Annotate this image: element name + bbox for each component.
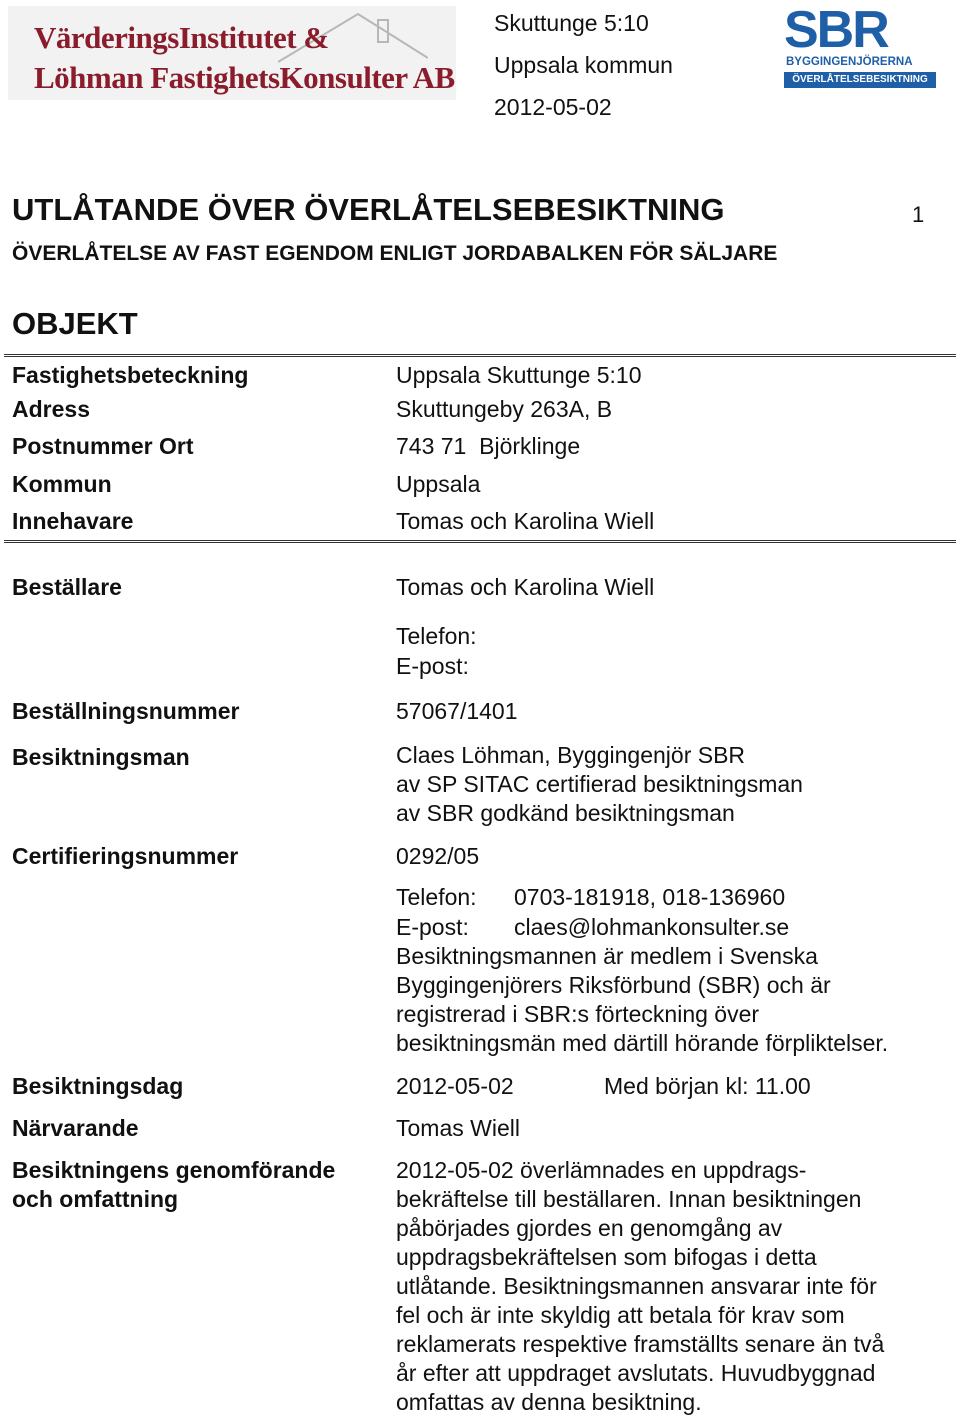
bestallningsnummer-value: 57067/1401 — [396, 698, 518, 724]
besiktningsdag-label: Besiktningsdag — [12, 1073, 184, 1099]
bestallare-epost: E-post: — [396, 653, 469, 679]
document-title: UTLÅTANDE ÖVER ÖVERLÅTELSEBESIKTNING — [12, 192, 725, 227]
logo-line-2: Löhman FastighetsKonsulter AB — [34, 60, 455, 95]
header-date: 2012-05-02 — [494, 94, 612, 120]
besiktningsdag-value: 2012-05-02 — [396, 1073, 514, 1099]
divider-top — [4, 354, 956, 357]
adress-label: Adress — [12, 396, 90, 422]
adress-value: Skuttungeby 263A, B — [396, 396, 613, 422]
document-subtitle: ÖVERLÅTELSE AV FAST EGENDOM ENLIGT JORDABALKEN FÖR SÄLJARE — [12, 242, 778, 265]
inspector-telefon-label: Telefon: — [396, 884, 477, 910]
genomforande-label: Besiktningens genomförande och omfattning — [12, 1157, 336, 1212]
inspector-epost-value: claes@lohmankonsulter.se — [514, 914, 790, 940]
inspector-telefon-value: 0703-181918, 018-136960 — [514, 884, 786, 910]
page-number: 1 — [912, 202, 925, 227]
section-heading: OBJEKT — [12, 306, 138, 341]
besiktningsman-value: Claes Löhman, Byggingenjör SBR av SP SITAC certifierad besiktningsman av SBR godkänd besiktningsman — [396, 742, 803, 826]
sbr-letters: SBR — [784, 1, 888, 59]
logo-line-1: VärderingsInstitutet & — [34, 20, 329, 55]
membership-text: Besiktningsmannen är medlem i Svenska Byggingenjörers Riksförbund (SBR) och är registrerad i SBR:s förteckning över besiktningsmän med därtill hörande förpliktelser. — [396, 943, 889, 1056]
besiktningsdag-start: Med början kl: 11.00 — [604, 1073, 811, 1099]
bestallare-label: Beställare — [12, 574, 122, 600]
inspector-epost-label: E-post: — [396, 914, 469, 940]
sbr-name: BYGGINGENJÖRERNA — [786, 56, 913, 68]
innehavare-value: Tomas och Karolina Wiell — [396, 508, 655, 534]
kommun-value: Uppsala — [396, 471, 481, 497]
bestallare-value: Tomas och Karolina Wiell — [396, 574, 655, 600]
divider-bottom — [4, 540, 956, 543]
header-property: Skuttunge 5:10 — [494, 10, 649, 36]
fastighet-value: Uppsala Skuttunge 5:10 — [396, 362, 642, 388]
fastighet-label: Fastighetsbeteckning — [12, 362, 249, 388]
company-logo — [8, 6, 456, 100]
genomforande-text: 2012-05-02 överlämnades en uppdrags- bekräftelse till beställaren. Innan besiktningen påbörjades gjordes en genomgång av uppdragsbekräftelsen som bifogas i detta utlåtande. Besiktningsmannen ansvarar inte för fel och är inte skyldig att betala för krav som reklamerats respektive framställts senare än två år efter att uppdraget avslutats. Huvudbyggnad omfattas av denna besiktning. — [396, 1157, 885, 1415]
bestallningsnummer-label: Beställningsnummer — [12, 698, 240, 724]
sbr-tagline: ÖVERLÅTELSEBESIKTNING — [784, 72, 936, 88]
sbr-logo — [782, 1, 938, 86]
certifieringsnummer-label: Certifieringsnummer — [12, 843, 239, 869]
kommun-label: Kommun — [12, 471, 112, 497]
narvarande-label: Närvarande — [12, 1115, 139, 1141]
postnummer-value: 743 71 Björklinge — [396, 433, 581, 459]
innehavare-label: Innehavare — [12, 508, 134, 534]
postnummer-label: Postnummer Ort — [12, 433, 194, 459]
header-municipality: Uppsala kommun — [494, 52, 673, 78]
narvarande-value: Tomas Wiell — [396, 1115, 520, 1141]
besiktningsman-label: Besiktningsman — [12, 744, 190, 770]
bestallare-telefon: Telefon: — [396, 623, 477, 649]
certifieringsnummer-value: 0292/05 — [396, 843, 480, 869]
